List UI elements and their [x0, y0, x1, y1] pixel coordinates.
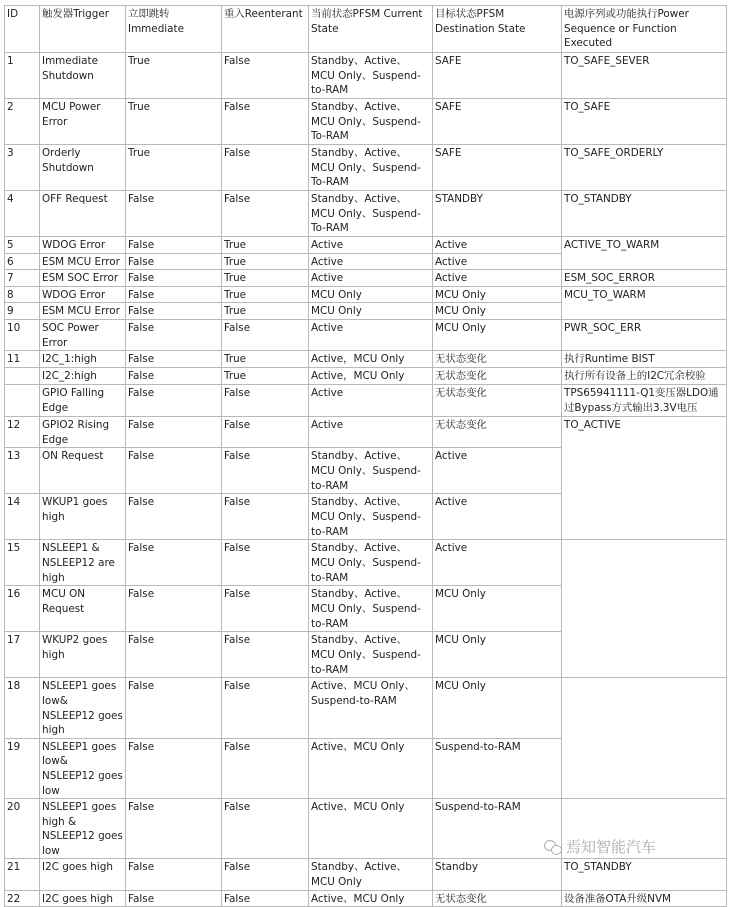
cell-destination-state: Active [433, 494, 562, 540]
table-row [5, 368, 727, 385]
cell-id: 17 [5, 632, 40, 678]
cell-sequence: TO_SAFE [562, 99, 727, 145]
cell-immediate: False [126, 890, 222, 907]
cell-reentrant: True [222, 303, 309, 320]
table-row [5, 286, 727, 303]
cell-current-state: Active、MCU Only [309, 738, 433, 798]
cell-current-state: MCU Only [309, 286, 433, 303]
cell-id: 15 [5, 540, 40, 586]
cell-id: 9 [5, 303, 40, 320]
cell-trigger: WDOG Error [40, 237, 126, 254]
cell-sequence: ESM_SOC_ERROR [562, 270, 727, 287]
cell-immediate: False [126, 368, 222, 385]
cell-destination-state: MCU Only [433, 586, 562, 632]
cell-trigger: OFF Request [40, 191, 126, 237]
cell-destination-state: 无状态变化 [433, 417, 562, 448]
header-immediate: 立即跳转 Immediate [126, 6, 222, 53]
header-reentrant: 重入Reenterant [222, 6, 309, 53]
cell-destination-state: Active [433, 237, 562, 254]
cell-reentrant: True [222, 286, 309, 303]
cell-reentrant: False [222, 99, 309, 145]
cell-immediate: False [126, 237, 222, 254]
cell-destination-state: MCU Only [433, 286, 562, 303]
cell-current-state: Standby、Active、MCU Only、Suspend-to-RAM [309, 540, 433, 586]
cell-id: 1 [5, 53, 40, 99]
cell-trigger: NSLEEP1 goes high & NSLEEP12 goes low [40, 799, 126, 859]
cell-immediate: False [126, 191, 222, 237]
cell-sequence: TO_STANDBY [562, 859, 727, 890]
cell-trigger: I2C_1:high [40, 351, 126, 368]
cell-destination-state: Suspend-to-RAM [433, 799, 562, 859]
cell-trigger: WDOG Error [40, 286, 126, 303]
cell-sequence: TO_SAFE_ORDERLY [562, 145, 727, 191]
cell-trigger: NSLEEP1 & NSLEEP12 are high [40, 540, 126, 586]
cell-current-state: Standby、Active、MCU Only、Suspend-to-RAM [309, 448, 433, 494]
cell-trigger: NSLEEP1 goes low& NSLEEP12 goes high [40, 678, 126, 738]
cell-immediate: True [126, 99, 222, 145]
cell-id: 22 [5, 890, 40, 907]
cell-immediate: False [126, 799, 222, 859]
wechat-icon [544, 840, 562, 854]
cell-destination-state: 无状态变化 [433, 385, 562, 417]
cell-id: 16 [5, 586, 40, 632]
cell-trigger: MCU ON Request [40, 586, 126, 632]
cell-destination-state: Active [433, 540, 562, 586]
cell-id: 10 [5, 319, 40, 350]
cell-reentrant: False [222, 678, 309, 738]
cell-reentrant: False [222, 385, 309, 417]
cell-id: 6 [5, 253, 40, 270]
cell-reentrant: False [222, 890, 309, 907]
table-row [5, 859, 727, 890]
cell-sequence: 执行Runtime BIST [562, 351, 727, 368]
cell-destination-state: STANDBY [433, 191, 562, 237]
cell-reentrant: False [222, 191, 309, 237]
cell-immediate: False [126, 540, 222, 586]
table-row [5, 145, 727, 191]
cell-reentrant: False [222, 145, 309, 191]
cell-sequence: MCU_TO_WARM [562, 286, 727, 319]
cell-id: 4 [5, 191, 40, 237]
cell-current-state: Standby、Active、MCU Only、Suspend-to-RAM [309, 632, 433, 678]
cell-trigger: Orderly Shutdown [40, 145, 126, 191]
cell-reentrant: False [222, 319, 309, 350]
table-row [5, 53, 727, 99]
table-row [5, 191, 727, 237]
cell-current-state: Active [309, 270, 433, 287]
cell-destination-state: Active [433, 270, 562, 287]
cell-id: 19 [5, 738, 40, 798]
cell-id: 3 [5, 145, 40, 191]
cell-destination-state: 无状态变化 [433, 351, 562, 368]
table-row [5, 270, 727, 287]
cell-reentrant: False [222, 417, 309, 448]
cell-immediate: False [126, 351, 222, 368]
cell-destination-state: MCU Only [433, 319, 562, 350]
cell-current-state: Active，MCU Only [309, 351, 433, 368]
cell-destination-state: SAFE [433, 145, 562, 191]
cell-reentrant: True [222, 253, 309, 270]
cell-immediate: False [126, 494, 222, 540]
cell-id: 2 [5, 99, 40, 145]
cell-trigger: I2C goes high [40, 890, 126, 907]
cell-immediate: False [126, 385, 222, 417]
cell-destination-state: 无状态变化 [433, 890, 562, 907]
header-destination-state: 目标状态PFSM Destination State [433, 6, 562, 53]
cell-id: 20 [5, 799, 40, 859]
cell-id: 21 [5, 859, 40, 890]
cell-current-state: Active、MCU Only、Suspend-to-RAM [309, 678, 433, 738]
cell-reentrant: False [222, 859, 309, 890]
cell-trigger: GPIO2 Rising Edge [40, 417, 126, 448]
cell-immediate: False [126, 253, 222, 270]
cell-reentrant: False [222, 494, 309, 540]
cell-trigger: GPIO Falling Edge [40, 385, 126, 417]
cell-sequence: PWR_SOC_ERR [562, 319, 727, 350]
cell-reentrant: False [222, 448, 309, 494]
cell-destination-state: Active [433, 448, 562, 494]
cell-destination-state: Active [433, 253, 562, 270]
cell-current-state: Standby、Active、MCU Only、Suspend-To-RAM [309, 191, 433, 237]
cell-immediate: False [126, 632, 222, 678]
cell-current-state: Active [309, 253, 433, 270]
cell-current-state: Standby、Active、MCU Only [309, 859, 433, 890]
cell-immediate: False [126, 678, 222, 738]
cell-trigger: ON Request [40, 448, 126, 494]
cell-current-state: Active、MCU Only [309, 799, 433, 859]
header-current-state: 当前状态PFSM Current State [309, 6, 433, 53]
table-row [5, 385, 727, 417]
cell-reentrant: True [222, 368, 309, 385]
table-row [5, 237, 727, 254]
table-row [5, 319, 727, 350]
cell-current-state: Standby、Active、MCU Only、Suspend-To-RAM [309, 99, 433, 145]
cell-id [5, 385, 40, 417]
cell-sequence [562, 540, 727, 678]
cell-trigger: SOC Power Error [40, 319, 126, 350]
cell-reentrant: False [222, 799, 309, 859]
cell-id: 5 [5, 237, 40, 254]
cell-current-state: Active，MCU Only [309, 368, 433, 385]
cell-immediate: False [126, 319, 222, 350]
cell-id: 13 [5, 448, 40, 494]
cell-immediate: False [126, 303, 222, 320]
table-row [5, 99, 727, 145]
table-row [5, 540, 727, 586]
cell-destination-state: MCU Only [433, 678, 562, 738]
cell-sequence: TO_ACTIVE [562, 417, 727, 540]
cell-reentrant: True [222, 351, 309, 368]
cell-sequence: TPS65941111-Q1变压器LDO通过Bypass方式输出3.3V电压 [562, 385, 727, 417]
cell-id: 7 [5, 270, 40, 287]
cell-current-state: Standby、Active、MCU Only、Suspend-To-RAM [309, 145, 433, 191]
cell-id: 12 [5, 417, 40, 448]
cell-sequence: 设备准备OTA升级NVM [562, 890, 727, 907]
cell-immediate: False [126, 286, 222, 303]
cell-reentrant: False [222, 738, 309, 798]
cell-trigger: ESM SOC Error [40, 270, 126, 287]
cell-destination-state: SAFE [433, 53, 562, 99]
cell-immediate: False [126, 270, 222, 287]
cell-current-state: Standby、Active、MCU Only、Suspend-to-RAM [309, 586, 433, 632]
cell-reentrant: True [222, 237, 309, 254]
cell-trigger: ESM MCU Error [40, 253, 126, 270]
cell-destination-state: MCU Only [433, 303, 562, 320]
cell-destination-state: Standby [433, 859, 562, 890]
cell-current-state: Active、MCU Only [309, 890, 433, 907]
cell-sequence: TO_STANDBY [562, 191, 727, 237]
cell-current-state: Active [309, 417, 433, 448]
watermark-text: 焉知智能汽车 [566, 838, 657, 856]
cell-sequence: 执行所有设备上的I2C冗余校验 [562, 368, 727, 385]
cell-immediate: False [126, 448, 222, 494]
cell-current-state: Standby、Active、MCU Only、Suspend-to-RAM [309, 494, 433, 540]
power-state-transition-table [4, 5, 727, 907]
cell-immediate: True [126, 53, 222, 99]
cell-trigger: Immediate Shutdown [40, 53, 126, 99]
cell-reentrant: False [222, 632, 309, 678]
cell-trigger: WKUP1 goes high [40, 494, 126, 540]
cell-immediate: False [126, 738, 222, 798]
cell-destination-state: Suspend-to-RAM [433, 738, 562, 798]
table-row [5, 351, 727, 368]
table-row [5, 678, 727, 738]
cell-trigger: WKUP2 goes high [40, 632, 126, 678]
cell-trigger: MCU Power Error [40, 99, 126, 145]
cell-reentrant: False [222, 540, 309, 586]
cell-current-state: Active [309, 319, 433, 350]
cell-reentrant: True [222, 270, 309, 287]
header-trigger: 触发器Trigger [40, 6, 126, 53]
cell-sequence: TO_SAFE_SEVER [562, 53, 727, 99]
cell-id: 8 [5, 286, 40, 303]
header-sequence: 电源序列或功能执行Power Sequence or Function Executed [562, 6, 727, 53]
cell-sequence: ACTIVE_TO_WARM [562, 237, 727, 270]
cell-id: 11 [5, 351, 40, 368]
cell-current-state: Standby、Active、MCU Only、Suspend-to-RAM [309, 53, 433, 99]
cell-trigger: NSLEEP1 goes low& NSLEEP12 goes low [40, 738, 126, 798]
table-row [5, 417, 727, 448]
cell-current-state: Active [309, 385, 433, 417]
cell-id: 18 [5, 678, 40, 738]
table-header-row [5, 6, 727, 53]
watermark [544, 836, 656, 857]
cell-sequence [562, 678, 727, 799]
cell-reentrant: False [222, 53, 309, 99]
cell-current-state: MCU Only [309, 303, 433, 320]
cell-immediate: False [126, 586, 222, 632]
cell-destination-state: 无状态变化 [433, 368, 562, 385]
cell-reentrant: False [222, 586, 309, 632]
cell-destination-state: SAFE [433, 99, 562, 145]
cell-trigger: I2C goes high [40, 859, 126, 890]
cell-immediate: True [126, 145, 222, 191]
cell-trigger: ESM MCU Error [40, 303, 126, 320]
cell-destination-state: MCU Only [433, 632, 562, 678]
cell-immediate: False [126, 417, 222, 448]
cell-trigger: I2C_2:high [40, 368, 126, 385]
header-id: ID [5, 6, 40, 53]
cell-current-state: Active [309, 237, 433, 254]
table-row [5, 890, 727, 907]
cell-id: 14 [5, 494, 40, 540]
cell-immediate: False [126, 859, 222, 890]
cell-id [5, 368, 40, 385]
